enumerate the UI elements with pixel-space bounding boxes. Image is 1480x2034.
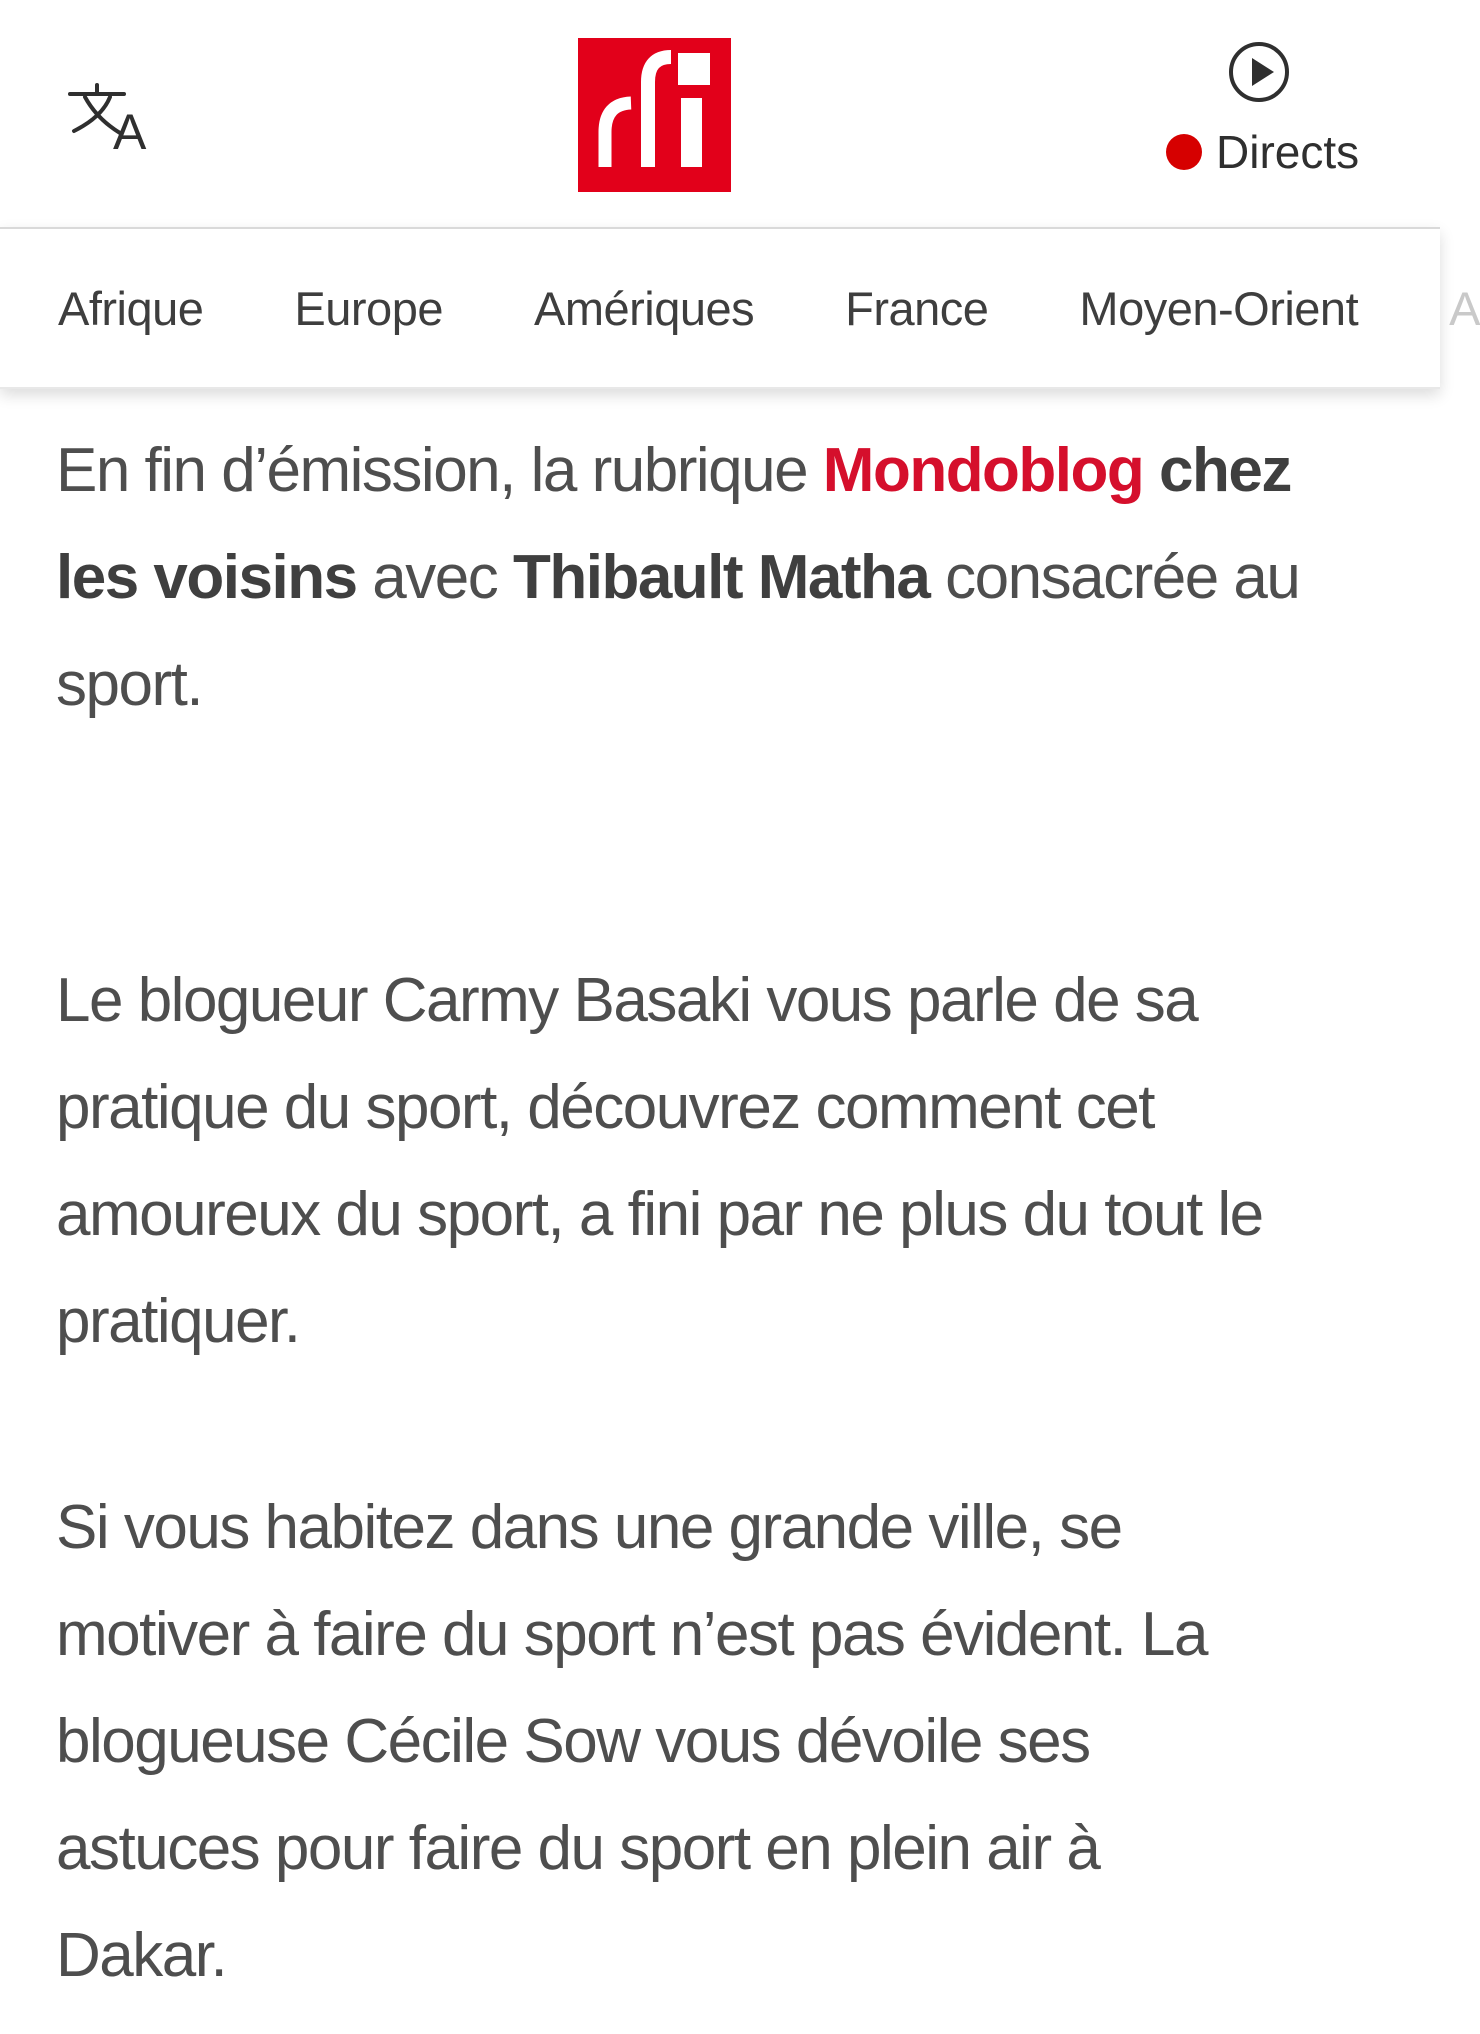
text-line (56, 631, 1412, 738)
text-run: amoureux du sport, a fini par ne plus du tout le (56, 1180, 1263, 1249)
language-selector-button[interactable] (66, 80, 152, 160)
text-run: pratiquer. (56, 1287, 300, 1356)
directs-live-link[interactable] (1166, 126, 1360, 178)
text-run: Dakar. (56, 1921, 227, 1990)
text-run: Le blogueur Carmy Basaki vous parle de sa (56, 966, 1198, 1035)
text-run: les voisins (56, 543, 357, 612)
paragraph (56, 947, 1412, 1375)
text-run: Thibault Matha (512, 543, 930, 612)
text-run: chez (1143, 436, 1291, 505)
text-run: consacrée au (929, 543, 1300, 612)
nav-item-a[interactable]: A (1449, 281, 1480, 335)
paragraph (56, 1474, 1412, 2009)
live-dot-icon (1166, 134, 1202, 170)
text-run: astuces pour faire du sport en plein air à (56, 1814, 1100, 1883)
text-line (56, 1161, 1412, 1268)
text-line (56, 417, 1412, 524)
svg-text:A: A (113, 104, 147, 160)
text-line (56, 1581, 1412, 1688)
text-run: sport. (56, 650, 203, 719)
directs-label: Directs (1216, 126, 1360, 178)
site-header (0, 0, 1440, 227)
text-run: avec (356, 543, 513, 612)
section-nav (0, 227, 1480, 389)
paragraph (56, 417, 1412, 738)
text-run: blogueuse Cécile Sow vous dévoile ses (56, 1707, 1090, 1776)
text-line (56, 1474, 1412, 1581)
text-line (56, 524, 1412, 631)
rfi-logo[interactable] (578, 38, 731, 192)
text-line (56, 1268, 1412, 1375)
text-run: Si vous habitez dans une grande ville, se (56, 1493, 1122, 1562)
nav-item-afrique[interactable]: Afrique (58, 281, 204, 335)
nav-item-am-riques[interactable]: Amériques (533, 281, 755, 335)
text-line (56, 947, 1412, 1054)
play-circle-icon (1227, 40, 1291, 104)
play-live-button[interactable] (1227, 40, 1291, 104)
article-body (0, 389, 1440, 2009)
rfi-logo-icon (578, 38, 731, 192)
nav-item-france[interactable]: France (845, 281, 989, 335)
nav-item-europe[interactable]: Europe (294, 281, 443, 335)
text-run: pratique du sport, découvrez comment cet (56, 1073, 1154, 1142)
text-run: En fin d’émission, la rubrique (56, 436, 823, 505)
text-line (56, 1688, 1412, 1795)
mondoblog-link[interactable]: Mondoblog (822, 436, 1144, 505)
text-line (56, 1902, 1412, 2009)
nav-item-moyen-orient[interactable]: Moyen-Orient (1079, 281, 1359, 335)
text-line (56, 1054, 1412, 1161)
translate-icon (66, 80, 152, 160)
text-line (56, 1795, 1412, 1902)
text-run: motiver à faire du sport n’est pas évident. La (56, 1600, 1207, 1669)
